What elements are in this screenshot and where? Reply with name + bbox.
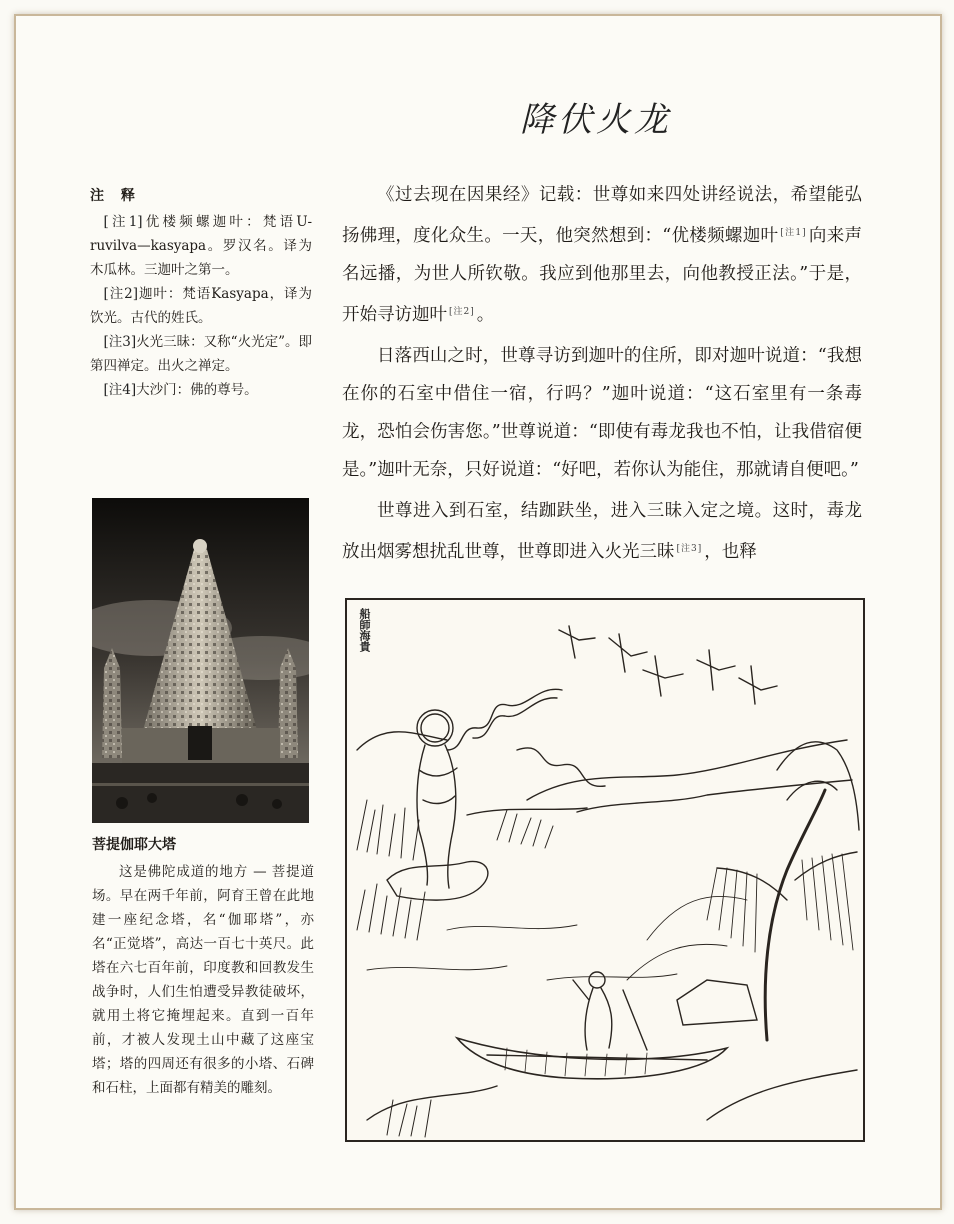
text-run: 《过去现在因果经》记载：世尊如来四处讲经说法，希望能弘扬佛理，度化众生。一天，他突然想到：“优楼频螺迦叶: [342, 185, 862, 246]
temple-image: [92, 498, 309, 823]
bird-icon: [739, 666, 777, 704]
text-run: 。: [476, 305, 495, 325]
notes-heading: 注 释: [90, 188, 141, 204]
text-run: 向来声名远播，为世人所钦敬。我应到他那里去，向他教授正法。”于是，开始寻访迦叶: [342, 226, 863, 325]
note-text: 优楼频螺迦叶：梵语U-ruvilva—kasyapa。罗汉名。译为木瓜林。三迦叶之第一。: [90, 214, 313, 278]
landscape-drawing: [347, 600, 863, 1140]
paragraph-1: [342, 176, 862, 334]
page-title: 降伏火龙: [520, 100, 672, 140]
woodcut-illustration: [345, 598, 865, 1142]
note-item: [90, 330, 312, 378]
main-text: [342, 176, 862, 574]
text-run: ，也释: [704, 542, 757, 562]
paragraph-2: 日落西山之时，世尊寻访到迦叶的住所，即对迦叶说道：“我想在你的石室中借住一宿，行吗？”迦叶说道：“这石室里有一条毒龙，恐怕会伤害您。”世尊说道：“即使有毒龙我也不怕，让我借宿便是。”迦叶无奈，只好说道：“好吧，若你认为能住，那就请自便吧。”: [342, 346, 862, 480]
footnote-ref-2: [注2]: [449, 307, 475, 317]
photo-caption-title: 菩提伽耶大塔: [92, 837, 176, 853]
bird-icon: [697, 650, 735, 690]
bird-icon: [643, 656, 683, 696]
footnote-ref-3: [注3]: [676, 544, 703, 554]
note-id: [注3]: [103, 334, 137, 350]
note-id: [注2]: [103, 286, 139, 302]
note-text: 大沙门：佛的尊号。: [136, 382, 258, 398]
note-item: [90, 210, 312, 282]
bird-icon: [559, 626, 595, 658]
note-text: 火光三昧：又称“火光定”。即第四禅定。出火之禅定。: [90, 334, 312, 374]
footnote-ref-1: [注1]: [780, 228, 807, 238]
note-item: [90, 282, 312, 330]
text-run: 世尊进入到石室，结跏趺坐，进入三昧入定之境。这时，毒龙放出烟雾想扰乱世尊，世尊即进入火光三昧: [342, 501, 862, 562]
artist-seal: 船師海貴: [358, 608, 371, 652]
note-text: 迦叶：梵语Kasyapa，译为饮光。古代的姓氏。: [90, 286, 312, 326]
temple-photo: [92, 498, 309, 823]
notes-section: [90, 184, 312, 402]
paragraph-3: [342, 492, 862, 571]
bird-icon: [609, 634, 647, 672]
photo-caption-text: 这是佛陀成道的地方 — 菩提道场。早在两千年前，阿育王曾在此地建一座纪念塔，名“伽耶塔”，亦名“正觉塔”，高达一百七十英尺。此塔在六七百年前，印度教和回教发生战争时，人们生怕遭受异教徒破坏，就用土将它掩埋起来。直到一百年前，才被人发现土山中藏了这座宝塔；塔的四周还有很多的小塔、石碑和石柱，上面都有精美的雕刻。: [92, 864, 314, 1096]
note-item: [90, 378, 312, 402]
note-id: [注4]: [103, 382, 137, 398]
note-id: [注1]: [103, 214, 143, 230]
